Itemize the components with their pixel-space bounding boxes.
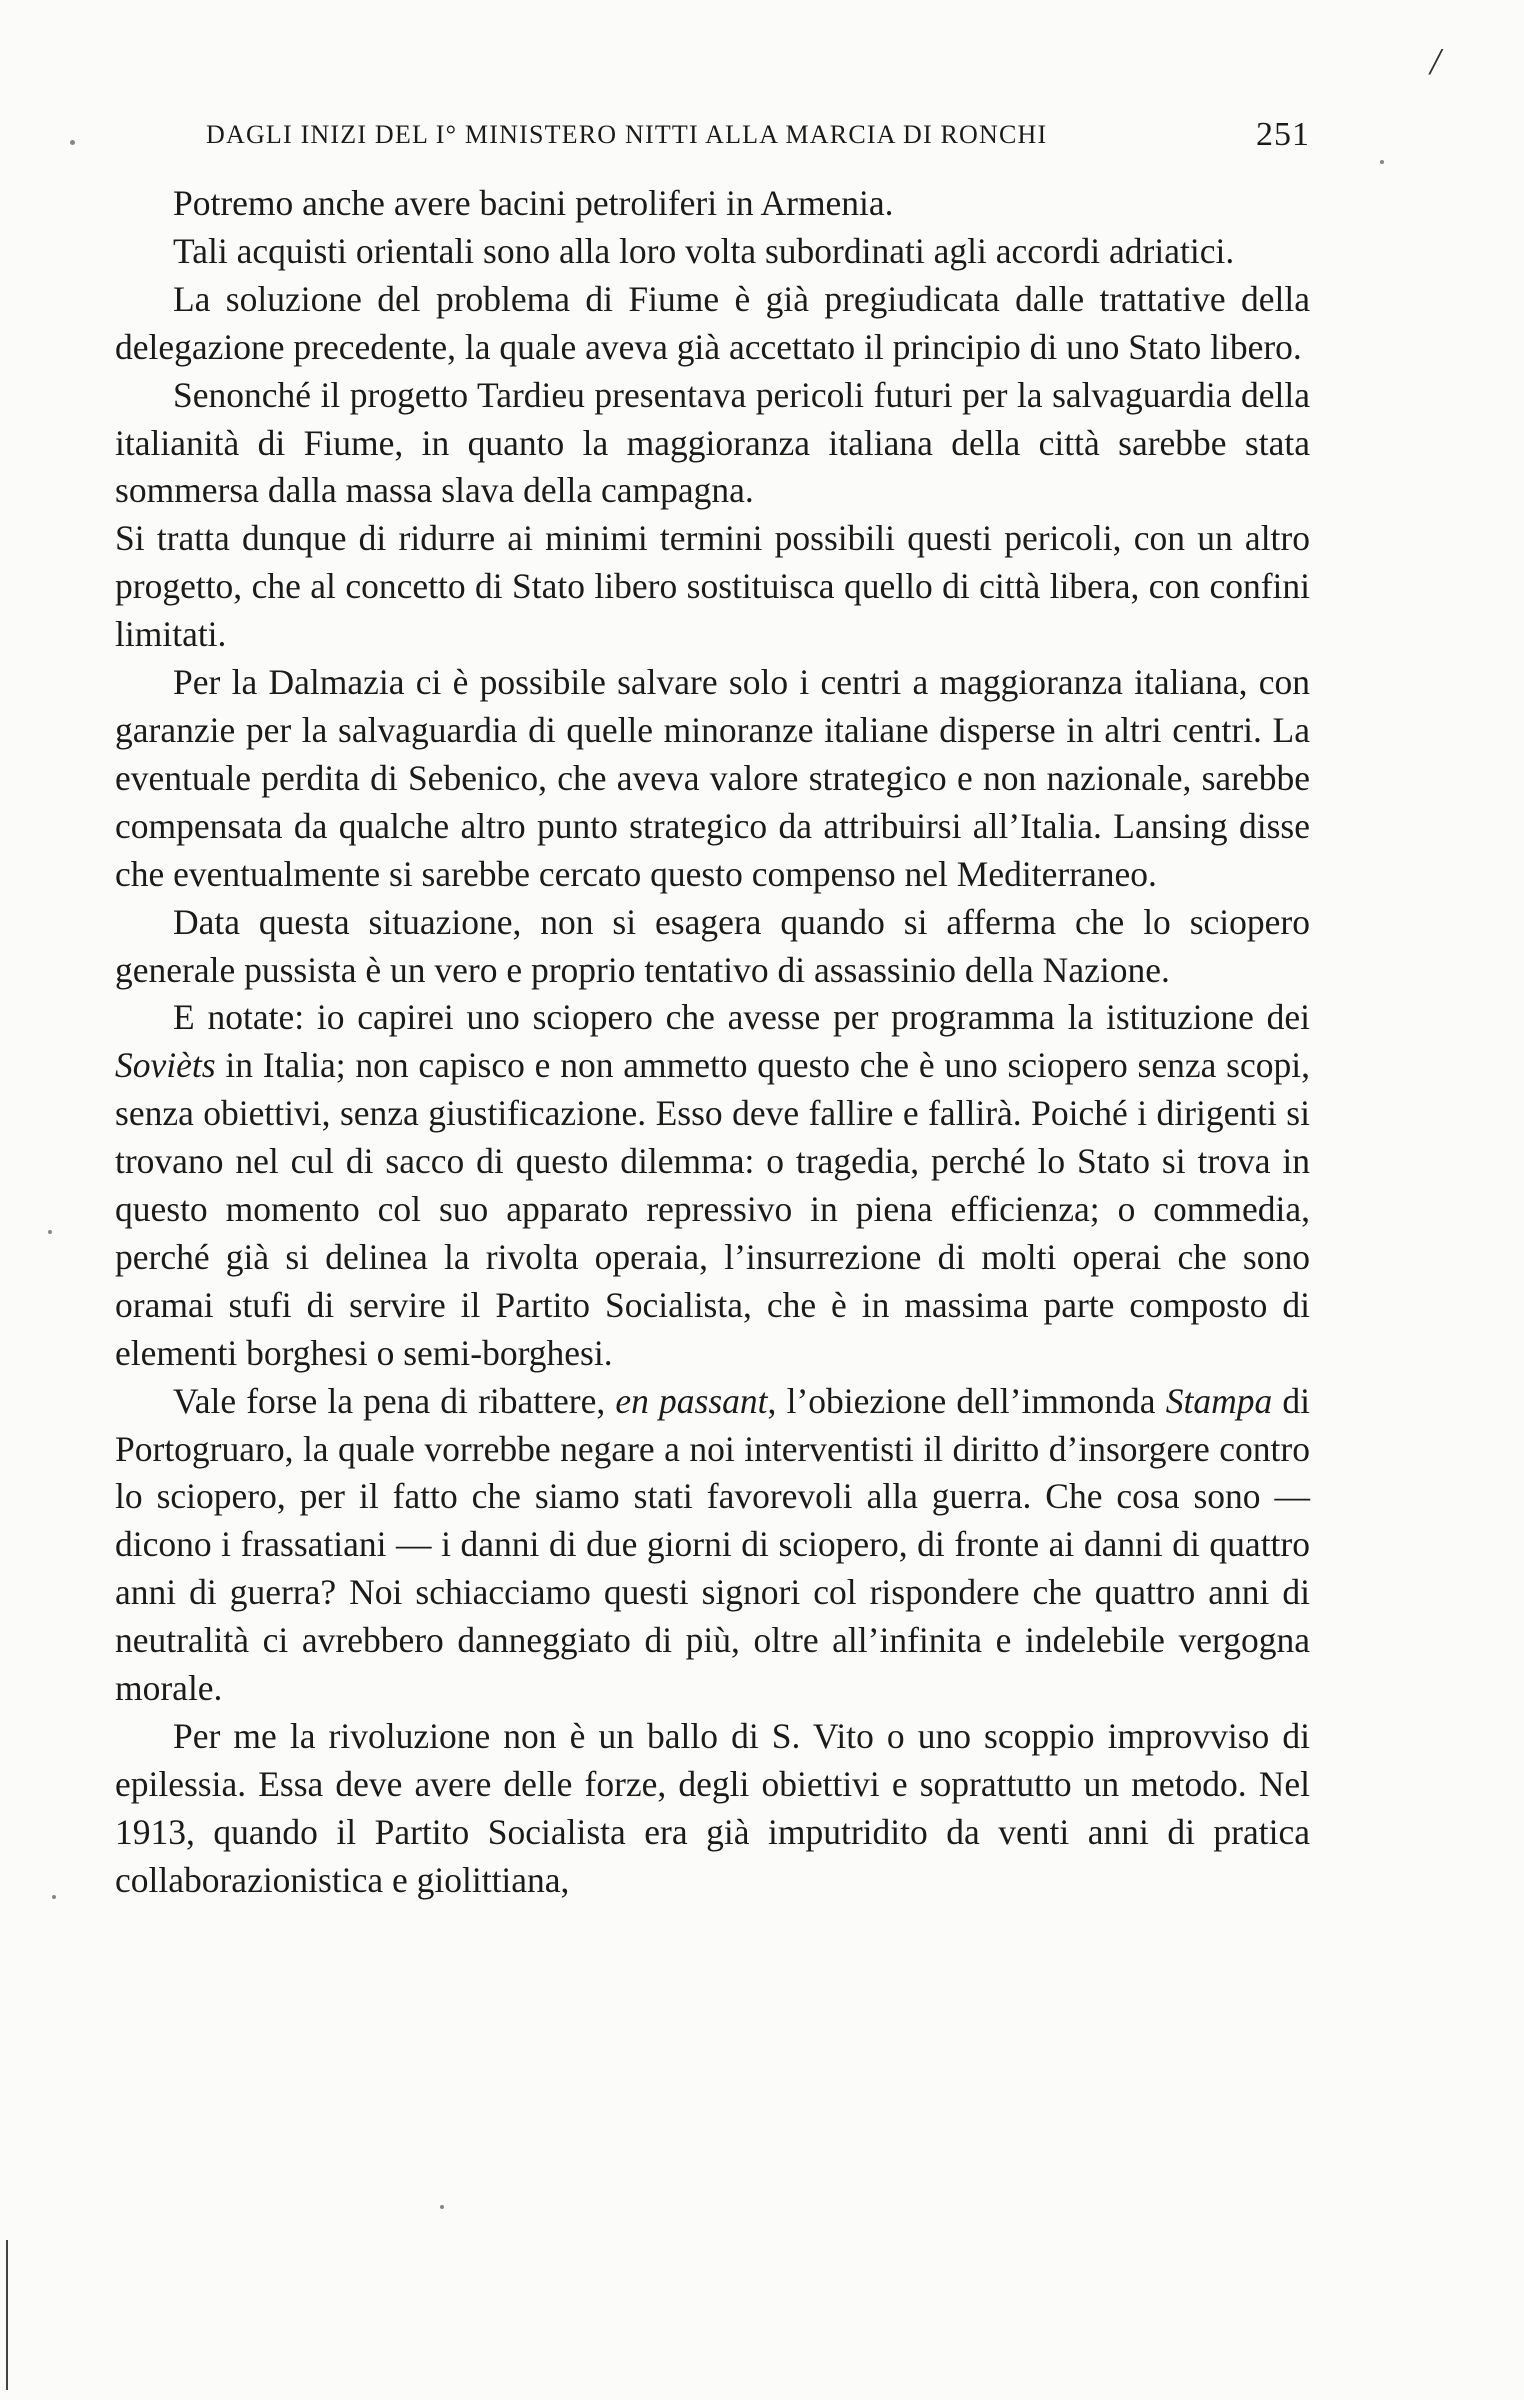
- text-run: , l’obiezione dell’immonda: [767, 1380, 1166, 1421]
- text-run: Potremo anche avere bacini petroliferi in Armenia.: [173, 183, 894, 223]
- page-number: 251: [1256, 116, 1310, 153]
- text-run: Si tratta dunque di ridurre ai minimi termini possibili questi pericoli, con un altro progetto, che al concetto di Stato libero sostituisca quello di città libera, con confini limitati.: [115, 518, 1310, 655]
- paragraph: [115, 994, 1310, 1377]
- paragraph: [115, 1713, 1310, 1905]
- running-title: DAGLI INIZI DEL I° MINISTERO NITTI ALLA MARCIA DI RONCHI: [206, 120, 1048, 149]
- paragraph: [115, 228, 1310, 276]
- scan-speck: [440, 2205, 444, 2209]
- text-run: in Italia; non capisco e non ammetto questo che è uno sciopero senza scopi, senza obiettivi, senza giustificazione. Esso deve fallire e fallirà. Poiché i dirigenti si trovano nel cul di sacco di questo dilemma: o tragedia, perché lo Stato si trova in questo momento col suo apparato repressivo in piena efficienza; o commedia, perché già si delinea la rivolta operaia, l’insurrezione di molti operai che sono oramai stufi di servire il Partito Socialista, che è in massima parte composto di elementi borghesi o semi-borghesi.: [115, 1045, 1310, 1373]
- running-header: [206, 116, 1310, 166]
- italic-term: Sovièts: [115, 1045, 216, 1086]
- paragraph: [115, 372, 1310, 516]
- paragraph: [115, 180, 1310, 228]
- paragraph: [115, 899, 1310, 995]
- scan-speck: [70, 140, 75, 145]
- body-text: [115, 180, 1310, 1905]
- text-run: E notate: io capirei uno sciopero che avesse per programma la istituzione dei: [173, 997, 1310, 1038]
- paragraph: [115, 659, 1310, 899]
- italic-term: Stampa: [1165, 1380, 1273, 1421]
- scan-speck: [52, 1895, 56, 1899]
- paragraph: [115, 515, 1310, 659]
- scan-edge-line: [6, 2240, 8, 2390]
- text-run: Per la Dalmazia ci è possibile salvare solo i centri a maggioranza italiana, con garanzie per la salvaguardia di quelle minoranze italiane disperse in altri centri. La eventuale perdita di Sebenico, che aveva valore strategico e non nazionale, sarebbe compensata da qualche altro punto strategico da attribuirsi all’Italia. Lansing disse che eventualmente si sarebbe cercato questo compenso nel Mediterraneo.: [115, 662, 1310, 894]
- paragraph: [115, 1378, 1310, 1713]
- text-run: Senonché il progetto Tardieu presentava pericoli futuri per la salvaguardia della italianità di Fiume, in quanto la maggioranza italiana della città sarebbe stata sommersa dalla massa slava della campagna.: [115, 374, 1310, 511]
- scan-speck: [48, 1230, 52, 1234]
- text-run: di Portogruaro, la quale vorrebbe negare a noi interventisti il diritto d’insorgere contro lo sciopero, per il fatto che siamo stati favorevoli alla guerra. Che cosa sono — dicono i frassatiani — i danni di due giorni di sciopero, di fronte ai danni di quattro anni di guerra? Noi schiacciamo questi signori col rispondere che quattro anni di neutralità ci avrebbero danneggiato di più, oltre all’infinita e indelebile vergogna morale.: [115, 1380, 1311, 1709]
- text-run: Tali acquisti orientali sono alla loro volta subordinati agli accordi adriatici.: [173, 230, 1235, 271]
- text-run: La soluzione del problema di Fiume è già pregiudicata dalle trattative della delegazione precedente, la quale aveva già accettato il principio di uno Stato libero.: [115, 278, 1310, 367]
- paragraph: [115, 276, 1310, 372]
- scan-speck: [1380, 160, 1384, 164]
- text-run: Data questa situazione, non si esagera quando si afferma che lo sciopero generale pussista è un vero e proprio tentativo di assassinio della Nazione.: [115, 901, 1310, 990]
- text-run: Vale forse la pena di ribattere,: [173, 1380, 616, 1421]
- text-run: Per me la rivoluzione non è un ballo di S. Vito o uno scoppio improvviso di epilessia. Essa deve avere delle forze, degli obiettivi e soprattutto un metodo. Nel 1913, quando il Partito Socialista era già imputridito da venti anni di pratica collaborazionistica e giolittiana,: [115, 1716, 1310, 1900]
- corner-pen-mark: /: [1430, 41, 1441, 83]
- italic-term: en passant: [615, 1380, 768, 1421]
